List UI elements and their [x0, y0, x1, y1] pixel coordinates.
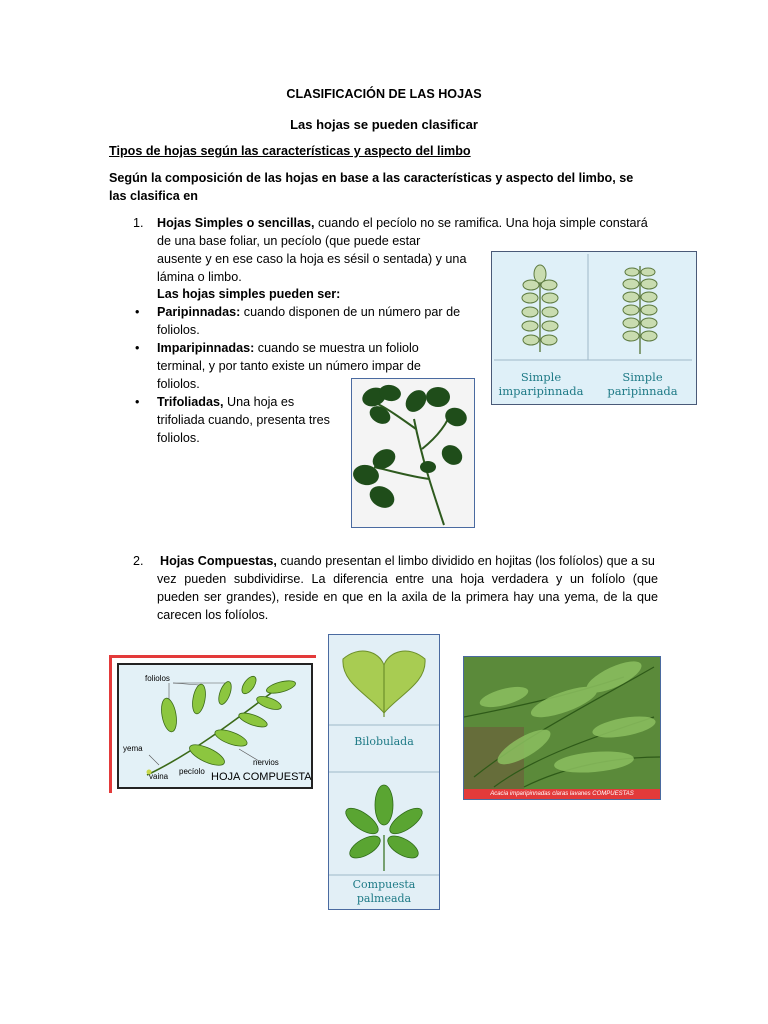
caption-line: imparipinnada [498, 384, 584, 398]
bullet-term: Paripinnadas: [157, 305, 241, 319]
page-subtitle: Las hojas se pueden clasificar [290, 117, 478, 132]
bullet-paripinnadas-cont: foliolos. [157, 323, 200, 337]
page-title: CLASIFICACIÓN DE LAS HOJAS [286, 87, 482, 101]
trifoliate-leaf-photo [351, 378, 475, 528]
item1-line4: lámina o limbo. [157, 270, 242, 284]
acacia-illustration [464, 657, 660, 789]
caption-line: palmeada [356, 892, 412, 905]
item2-line2: vez pueden subdividirse. La diferencia entre una hoja verdadera y un folíolo (que [157, 572, 658, 586]
label-nervios: nervios [253, 758, 279, 767]
label-peciolo: pecíolo [179, 767, 205, 776]
caption-line: paripinnada [607, 384, 678, 398]
label-yema: yema [123, 744, 143, 753]
item1-subheading: Las hojas simples pueden ser: [157, 287, 341, 301]
bullet-text: Una hoja es [223, 395, 295, 409]
caption-bilobulada: Bilobulada [354, 735, 414, 748]
caption-line: Simple [622, 370, 663, 384]
bullet-term: Imparipinnadas: [157, 341, 255, 355]
item1-line1 [157, 215, 648, 233]
leaf-shapes-illustration [329, 635, 439, 909]
bullet-dot: • [135, 395, 140, 409]
simple-leaves-figure [491, 251, 697, 405]
item1-text: cuando el pecíolo no se ramifica. Una hoja simple constará [314, 216, 648, 230]
bullet-imparipinnadas-cont: terminal, y por tanto existe un número impar de [157, 359, 421, 373]
trifoliate-leaf-illustration [352, 379, 474, 527]
leaf-shapes-column [328, 634, 440, 910]
bullet-trifoliadas-cont: trifoliada cuando, presenta tres [157, 413, 330, 427]
bullet-paripinnadas [157, 304, 460, 322]
diagram-panel [117, 663, 313, 789]
item1-line2: de una base foliar, un pecíolo (que puede estar [157, 234, 421, 248]
item2-text: cuando presentan el limbo dividido en hojitas (los folíolos) que a su [276, 554, 655, 568]
bullet-trifoliadas [157, 394, 294, 412]
compound-leaf-illustration [119, 665, 311, 787]
item1-line3: ausente y en ese caso la hoja es sésil o sentada) y una [157, 252, 467, 266]
acacia-photo [463, 656, 661, 800]
label-foliolos: foliolos [145, 674, 170, 683]
item2-line1 [160, 553, 655, 571]
bullet-dot: • [135, 341, 140, 355]
item2-term: Hojas Compuestas, [160, 554, 277, 568]
intro-paragraph: Según la composición de las hojas en base a las características y aspecto del limbo, se las clasifica en [109, 171, 634, 203]
acacia-caption: Acacia imparipinnadas claras lavanes COMPUESTAS [464, 789, 660, 799]
section-heading: Tipos de hojas según las características y aspecto del limbo [109, 144, 471, 158]
caption-compuesta-palmeada [329, 878, 439, 906]
bullet-text: cuando se muestra un foliolo [254, 341, 419, 355]
label-hoja-compuesta: HOJA COMPUESTA [211, 771, 312, 783]
bullet-trifoliadas-cont: foliolos. [157, 431, 200, 445]
item2-line3: pueden ser grandes), reside en que en la axila de la primera hay una yema, de la que [157, 590, 658, 604]
item1-term: Hojas Simples o sencillas, [157, 216, 315, 230]
item2-number: 2. [133, 554, 144, 568]
label-vaina: vaina [149, 772, 169, 781]
caption-paripinnada [590, 370, 695, 398]
bullet-imparipinnadas [157, 340, 419, 358]
bullet-imparipinnadas-cont: foliolos. [157, 377, 200, 391]
item1-number: 1. [133, 216, 144, 230]
bullet-text: cuando disponen de un número par de [240, 305, 461, 319]
caption-line: Compuesta [352, 878, 416, 891]
bullet-dot: • [135, 305, 140, 319]
bullet-term: Trifoliadas, [157, 395, 224, 409]
item2-line4: carecen los folíolos. [157, 608, 269, 622]
caption-imparipinnada [492, 370, 590, 398]
caption-line: Simple [520, 370, 562, 384]
compound-leaf-diagram [109, 655, 316, 793]
